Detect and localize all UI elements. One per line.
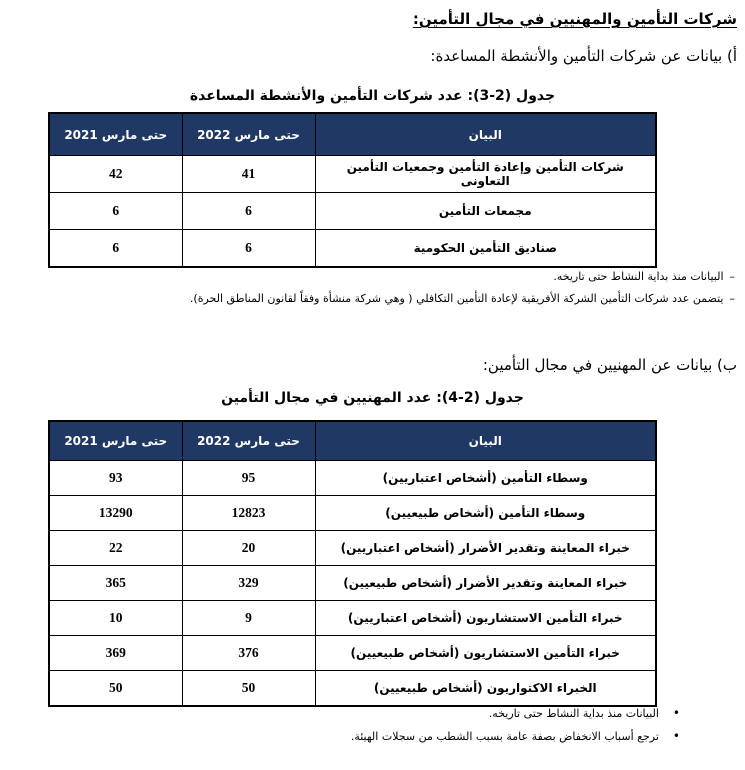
note-line: [190, 266, 735, 288]
insurance-professionals-table: [48, 420, 657, 707]
table-row: [49, 601, 656, 636]
note-text: يتضمن عدد شركات التأمين الشركة الأفريقية لإعادة التأمين التكافلي ( وهي شركة منشأة وفقاً لقانون المناطق الحرة).: [189, 292, 724, 305]
table1-title: جدول (2-3): عدد شركات التأمين والأنشطة المساعدة: [189, 88, 556, 104]
value-2021-cell: 365: [49, 566, 182, 601]
table-row: [49, 531, 656, 566]
note-line: [190, 288, 735, 310]
note-line: [351, 702, 680, 725]
value-2022-cell: 6: [182, 193, 315, 230]
statement-cell: وسطاء التأمين (أشخاص اعتباريين): [315, 461, 656, 496]
value-2021-cell: 93: [49, 461, 182, 496]
value-2021-cell: 10: [49, 601, 182, 636]
value-2021-cell: 50: [49, 671, 182, 707]
note-line: [351, 725, 680, 748]
note-text: ترجع أسباب الانخفاض بصفة عامة بسبب الشطب من سجلات الهيئة.: [350, 730, 659, 743]
statement-cell: مجمعات التأمين: [315, 193, 656, 230]
page-title: شركات التأمين والمهنيين في مجال التأمين:: [412, 10, 737, 28]
value-2022-cell: 376: [182, 636, 315, 671]
table1-header-row: [49, 113, 656, 156]
section-b-heading: ب) بيانات عن المهنيين في مجال التأمين:: [482, 356, 737, 374]
note-text: البيانات منذ بداية النشاط حتى تاريخه.: [553, 270, 724, 283]
value-2022-cell: 9: [182, 601, 315, 636]
table1-header-march-2021: حتى مارس 2021: [49, 113, 182, 156]
note-text: البيانات منذ بداية النشاط حتى تاريخه.: [488, 707, 659, 720]
note-marker: –: [729, 270, 735, 283]
statement-cell: خبراء التأمين الاستشاريون (أشخاص طبيعيين): [315, 636, 656, 671]
statement-cell: خبراء التأمين الاستشاريون (أشخاص اعتباريين): [315, 601, 656, 636]
value-2021-cell: 6: [49, 193, 182, 230]
table2-header-statement: البيان: [315, 421, 656, 461]
note-marker: •: [672, 706, 680, 720]
table2-header-row: [49, 421, 656, 461]
table2-title: جدول (2-4): عدد المهنيين في مجال التأمين: [221, 390, 524, 406]
table2-header-march-2021: حتى مارس 2021: [49, 421, 182, 461]
value-2021-cell: 6: [49, 230, 182, 268]
table-row: [49, 156, 656, 193]
statement-cell: شركات التأمين وإعادة التأمين وجمعيات التأمين التعاونى: [315, 156, 656, 193]
value-2021-cell: 13290: [49, 496, 182, 531]
table-row: [49, 193, 656, 230]
statement-cell: الخبراء الاكتواريون (أشخاص طبيعيين): [315, 671, 656, 707]
value-2022-cell: 50: [182, 671, 315, 707]
value-2022-cell: 20: [182, 531, 315, 566]
value-2022-cell: 12823: [182, 496, 315, 531]
note-marker: –: [729, 292, 735, 305]
value-2021-cell: 369: [49, 636, 182, 671]
value-2022-cell: 329: [182, 566, 315, 601]
note-marker: •: [672, 729, 680, 743]
table1-header-march-2022: حتى مارس 2022: [182, 113, 315, 156]
value-2021-cell: 42: [49, 156, 182, 193]
value-2022-cell: 95: [182, 461, 315, 496]
section-a-heading: أ) بيانات عن شركات التأمين والأنشطة المساعدة:: [430, 47, 737, 65]
value-2022-cell: 6: [182, 230, 315, 268]
statement-cell: خبراء المعاينة وتقدير الأضرار (أشخاص طبيعيين): [315, 566, 656, 601]
table1-header-statement: البيان: [315, 113, 656, 156]
table2-notes: [351, 702, 680, 748]
table1-notes: [190, 266, 735, 310]
statement-cell: وسطاء التأمين (أشخاص طبيعيين): [315, 496, 656, 531]
insurance-companies-table: [48, 112, 657, 268]
table2-header-march-2022: حتى مارس 2022: [182, 421, 315, 461]
table-row: [49, 496, 656, 531]
table-row: [49, 636, 656, 671]
value-2022-cell: 41: [182, 156, 315, 193]
table-row: [49, 461, 656, 496]
value-2021-cell: 22: [49, 531, 182, 566]
table-row: [49, 230, 656, 268]
table-row: [49, 671, 656, 707]
statement-cell: خبراء المعاينة وتقدير الأضرار (أشخاص اعتباريين): [315, 531, 656, 566]
statement-cell: صناديق التأمين الحكومية: [315, 230, 656, 268]
table-row: [49, 566, 656, 601]
